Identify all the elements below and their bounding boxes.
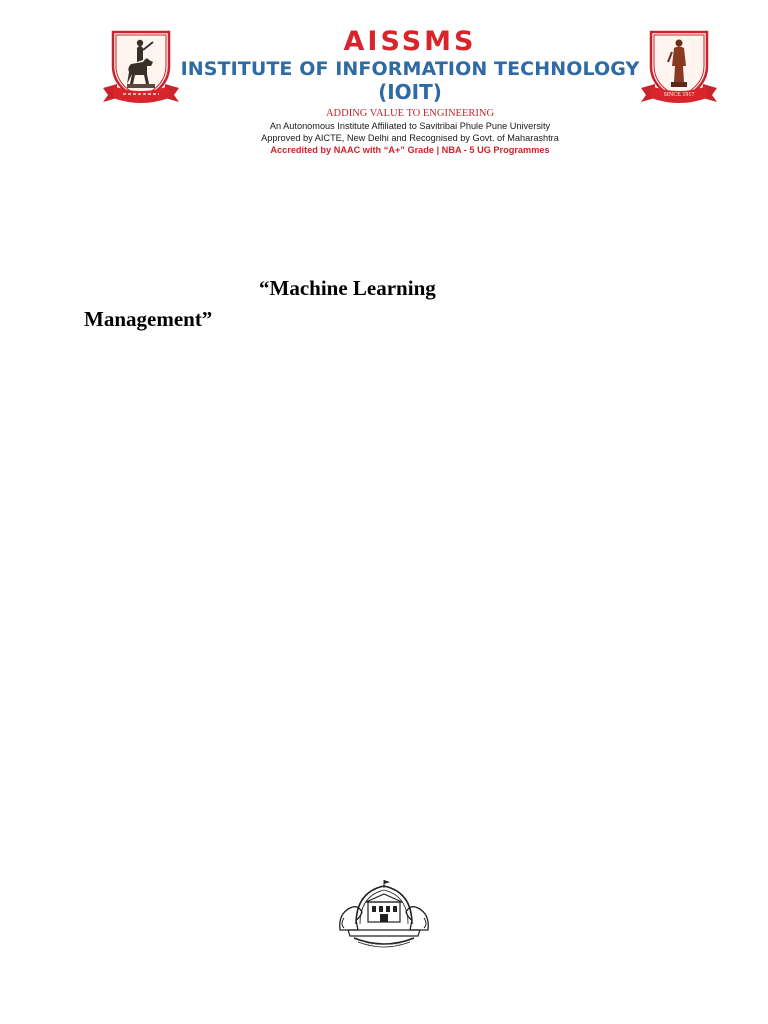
document-title-line-1: “Machine Learning [259,276,436,300]
accreditation-line: Accredited by NAAC with “A+” Grade | NBA - 5 UG Programmes [270,145,550,155]
standing-statue-crest-icon [641,26,717,108]
tagline: ADDING VALUE TO ENGINEERING [325,108,495,119]
institute-abbreviation: (IOIT) [378,80,442,104]
equestrian-statue-crest-icon [103,26,179,108]
letterhead-text [170,24,650,156]
approval-line: Approved by AICTE, New Delhi and Recognised by Govt. of Maharashtra [261,133,559,143]
document-title-line-2: Management” [84,307,213,331]
letterhead [100,24,720,162]
emblem-ribbon-text: SINCE 1917 [663,92,695,98]
institute-name: INSTITUTE OF INFORMATION TECHNOLOGY [180,58,640,80]
university-seal-icon [334,878,434,954]
affiliation-line: An Autonomous Institute Affiliated to Savitribai Phule Pune University [269,121,551,131]
brand-name: AISSMS [343,26,477,57]
